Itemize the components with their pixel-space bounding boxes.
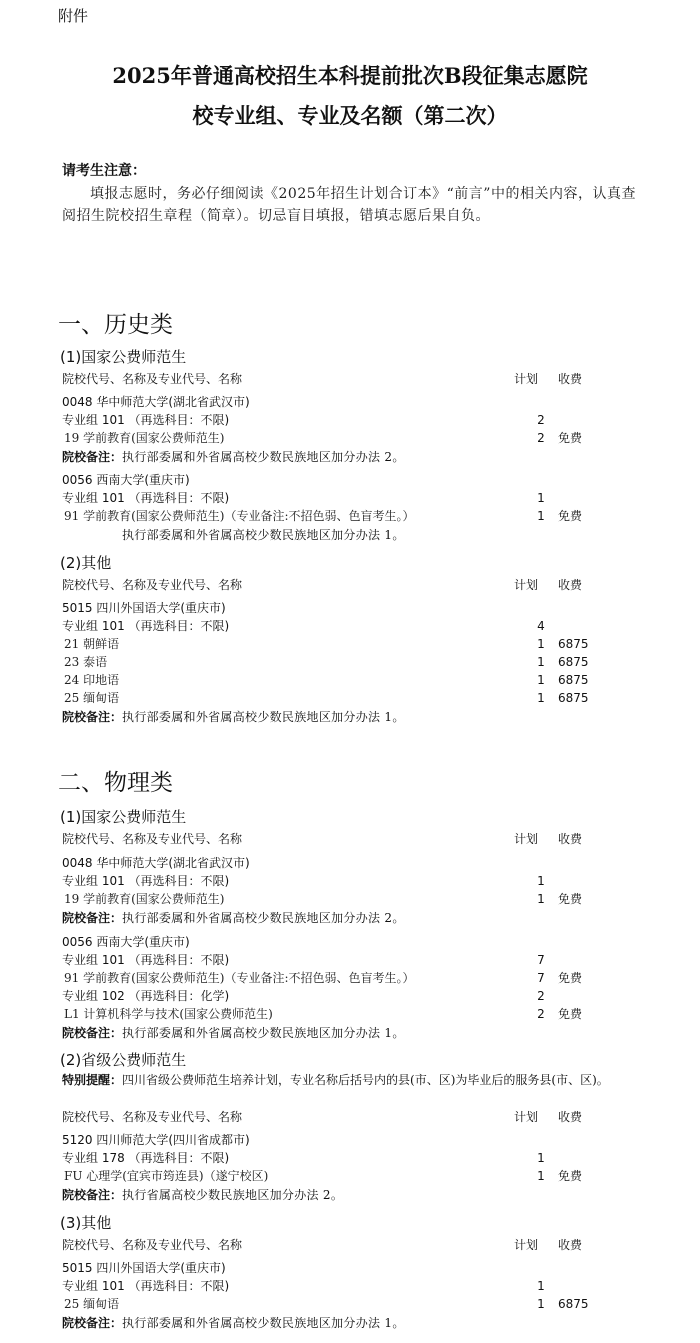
major-row [62, 970, 662, 986]
school-name: 0056 西南大学(重庆市) [62, 935, 190, 949]
group-row [62, 412, 662, 428]
group-row [62, 952, 662, 968]
remark-label: 院校备注： [62, 1188, 123, 1202]
major-name: 25 缅甸语 [64, 1297, 120, 1311]
header-code-name: 院校代号、名称及专业代号、名称 [62, 372, 243, 386]
school-row [62, 1132, 662, 1148]
group-plan: 7 [537, 953, 545, 967]
reminder-text: 四川省级公费师范生培养计划，专业名称后括号内的县(市、区)为毕业后的服务县(市、区)。 [122, 1073, 609, 1087]
section-title-history: 一、历史类 [58, 312, 173, 338]
major-row [62, 1168, 662, 1184]
school-remark [62, 1314, 405, 1331]
major-plan: 1 [537, 1297, 545, 1311]
section-title-physics: 二、物理类 [58, 770, 173, 796]
group-row [62, 490, 662, 506]
major-row [62, 891, 662, 907]
notice-heading: 请考生注意： [62, 163, 146, 179]
remark-text: 执行部委属和外省属高校少数民族地区加分办法 1。 [122, 528, 405, 542]
header-plan: 计划 [514, 1110, 539, 1124]
major-name: 25 缅甸语 [64, 691, 120, 705]
header-code-name: 院校代号、名称及专业代号、名称 [62, 832, 243, 846]
group-row [62, 618, 662, 634]
school-row [62, 934, 662, 950]
major-row [62, 654, 662, 670]
major-name: 21 朝鲜语 [64, 637, 120, 651]
subsection-title: (1)国家公费师范生 [60, 808, 187, 826]
attachment-label: 附件 [58, 7, 89, 25]
header-code-name: 院校代号、名称及专业代号、名称 [62, 1238, 243, 1252]
school-remark [62, 526, 405, 543]
remark-label: 院校备注： [62, 710, 123, 724]
major-plan: 1 [537, 691, 545, 705]
major-name: 91 学前教育(国家公费师范生)（专业备注:不招色弱、色盲考生。） [64, 509, 415, 523]
major-row [62, 672, 662, 688]
major-fee: 6875 [558, 655, 589, 669]
reminder-label: 特别提醒： [62, 1073, 123, 1087]
school-row [62, 1260, 662, 1276]
header-code-name: 院校代号、名称及专业代号、名称 [62, 1110, 243, 1124]
school-remark [62, 1186, 343, 1203]
group-name: 专业组 178 （再选科目：不限) [62, 1151, 230, 1165]
school-remark [62, 1024, 405, 1041]
major-name: 19 学前教育(国家公费师范生) [64, 431, 225, 445]
major-name: 91 学前教育(国家公费师范生)（专业备注:不招色弱、色盲考生。） [64, 971, 415, 985]
header-code-name: 院校代号、名称及专业代号、名称 [62, 578, 243, 592]
header-fee: 收费 [558, 1238, 583, 1252]
major-plan: 1 [537, 637, 545, 651]
major-row [62, 1006, 662, 1022]
school-row [62, 394, 662, 410]
major-plan: 1 [537, 655, 545, 669]
major-row [62, 508, 662, 524]
header-plan: 计划 [514, 372, 539, 386]
special-reminder [62, 1072, 662, 1088]
major-name: L1 计算机科学与技术(国家公费师范生) [64, 1007, 273, 1021]
school-name: 0056 西南大学(重庆市) [62, 473, 190, 487]
school-name: 0048 华中师范大学(湖北省武汉市) [62, 856, 250, 870]
header-fee: 收费 [558, 1110, 583, 1124]
remark-label: 院校备注： [62, 911, 123, 925]
major-fee: 6875 [558, 1297, 589, 1311]
major-fee: 免费 [558, 971, 583, 985]
group-name: 专业组 101 （再选科目：不限) [62, 491, 230, 505]
group-plan: 1 [537, 1279, 545, 1293]
major-row [62, 1296, 662, 1312]
major-fee: 免费 [558, 1169, 583, 1183]
major-fee: 免费 [558, 1007, 583, 1021]
group-plan: 4 [537, 619, 545, 633]
major-plan: 1 [537, 673, 545, 687]
group-plan: 2 [537, 989, 545, 1003]
remark-text: 执行部委属和外省属高校少数民族地区加分办法 1。 [122, 1316, 405, 1330]
school-remark [62, 708, 405, 725]
header-plan: 计划 [514, 832, 539, 846]
school-row [62, 855, 662, 871]
group-row [62, 1150, 662, 1166]
group-plan: 1 [537, 874, 545, 888]
header-plan: 计划 [514, 1238, 539, 1252]
major-fee: 免费 [558, 431, 583, 445]
group-row [62, 988, 662, 1004]
remark-label: 院校备注： [62, 450, 123, 464]
remark-label: 院校备注： [62, 1026, 123, 1040]
major-name: 23 泰语 [64, 655, 108, 669]
header-fee: 收费 [558, 372, 583, 386]
major-plan: 2 [537, 1007, 545, 1021]
subsection-title: (2)省级公费师范生 [60, 1051, 187, 1069]
major-fee: 6875 [558, 673, 589, 687]
major-row [62, 430, 662, 446]
school-row [62, 600, 662, 616]
major-plan: 2 [537, 431, 545, 445]
major-row [62, 690, 662, 706]
major-row [62, 636, 662, 652]
document-title-line1: 2025年普通高校招生本科提前批次B段征集志愿院 [112, 63, 588, 88]
school-name: 5120 四川师范大学(四川省成都市) [62, 1133, 250, 1147]
header-plan: 计划 [514, 578, 539, 592]
major-plan: 7 [537, 971, 545, 985]
subsection-title: (1)国家公费师范生 [60, 348, 187, 366]
document-title-line2: 校专业组、专业及名额（第二次） [192, 103, 508, 128]
major-fee: 免费 [558, 509, 583, 523]
remark-text: 执行省属高校少数民族地区加分办法 2。 [122, 1188, 344, 1202]
header-fee: 收费 [558, 578, 583, 592]
school-name: 0048 华中师范大学(湖北省武汉市) [62, 395, 250, 409]
remark-text: 执行部委属和外省属高校少数民族地区加分办法 1。 [122, 710, 405, 724]
major-fee: 6875 [558, 691, 589, 705]
remark-text: 执行部委属和外省属高校少数民族地区加分办法 2。 [122, 450, 405, 464]
remark-text: 执行部委属和外省属高校少数民族地区加分办法 2。 [122, 911, 405, 925]
group-plan: 1 [537, 491, 545, 505]
remark-label: 院校备注： [62, 1316, 123, 1330]
subsection-title: (2)其他 [60, 554, 112, 572]
notice-body: 填报志愿时，务必仔细阅读《2025年招生计划合订本》“前言”中的相关内容，认真查阅招生院校招生章程（简章）。切忌盲目填报，错填志愿后果自负。 [62, 186, 636, 224]
school-remark [62, 909, 405, 926]
major-plan: 1 [537, 1169, 545, 1183]
school-name: 5015 四川外国语大学(重庆市) [62, 601, 226, 615]
major-name: 19 学前教育(国家公费师范生) [64, 892, 225, 906]
subsection-title: (3)其他 [60, 1214, 112, 1232]
group-row [62, 1278, 662, 1294]
group-name: 专业组 101 （再选科目：不限) [62, 1279, 230, 1293]
major-plan: 1 [537, 892, 545, 906]
group-name: 专业组 101 （再选科目：不限) [62, 619, 230, 633]
school-row [62, 472, 662, 488]
major-name: FU 心理学(宜宾市筠连县)（遂宁校区) [64, 1169, 269, 1183]
major-fee: 6875 [558, 637, 589, 651]
group-name: 专业组 101 （再选科目：不限) [62, 874, 230, 888]
major-plan: 1 [537, 509, 545, 523]
major-fee: 免费 [558, 892, 583, 906]
group-plan: 2 [537, 413, 545, 427]
header-fee: 收费 [558, 832, 583, 846]
group-name: 专业组 101 （再选科目：不限) [62, 953, 230, 967]
group-name: 专业组 102 （再选科目：化学) [62, 989, 230, 1003]
group-plan: 1 [537, 1151, 545, 1165]
remark-text: 执行部委属和外省属高校少数民族地区加分办法 1。 [122, 1026, 405, 1040]
major-name: 24 印地语 [64, 673, 120, 687]
school-remark [62, 448, 405, 465]
school-name: 5015 四川外国语大学(重庆市) [62, 1261, 226, 1275]
group-name: 专业组 101 （再选科目：不限) [62, 413, 230, 427]
group-row [62, 873, 662, 889]
